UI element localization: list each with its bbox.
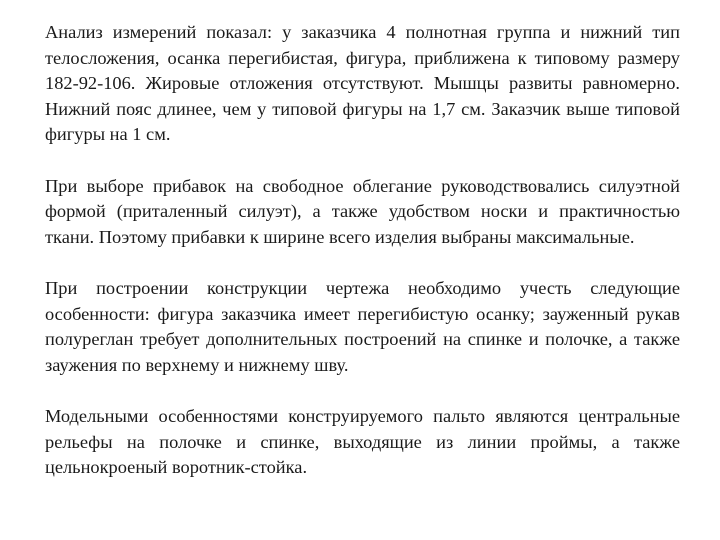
paragraph-measurement-analysis: Анализ измерений показал: у заказчика 4 полнотная группа и нижний тип телосложения, осанка перегибистая, фигура, приближена к типовому размеру 182-92-106. Жировые отложения отсутствуют. Мышцы развиты равномерно. Нижний пояс длинее, чем у типовой фигуры на 1,7 см. Заказчик выше типовой фигуры на 1 см.: [45, 22, 680, 144]
paragraph-construction-features: При построении конструкции чертежа необходимо учесть следующие особенности: фигура заказчика имеет перегибистую осанку; зауженный рукав полуреглан требует дополнительных построений на спинке и полочке, а также заужения по верхнему и нижнему шву.: [45, 278, 680, 375]
paragraph-allowances: При выборе прибавок на свободное облегание руководствовались силуэтной формой (приталенный силуэт), а также удобством носки и практичностью ткани. Поэтому прибавки к ширине всего изделия выбраны максимальные.: [45, 175, 680, 247]
document-page: [45, 20, 680, 481]
paragraph-model-features: Модельными особенностями конструируемого пальто являются центральные рельефы на полочке и спинке, выходящие из линии проймы, а также цельнокроеный воротник-стойка.: [45, 406, 680, 477]
